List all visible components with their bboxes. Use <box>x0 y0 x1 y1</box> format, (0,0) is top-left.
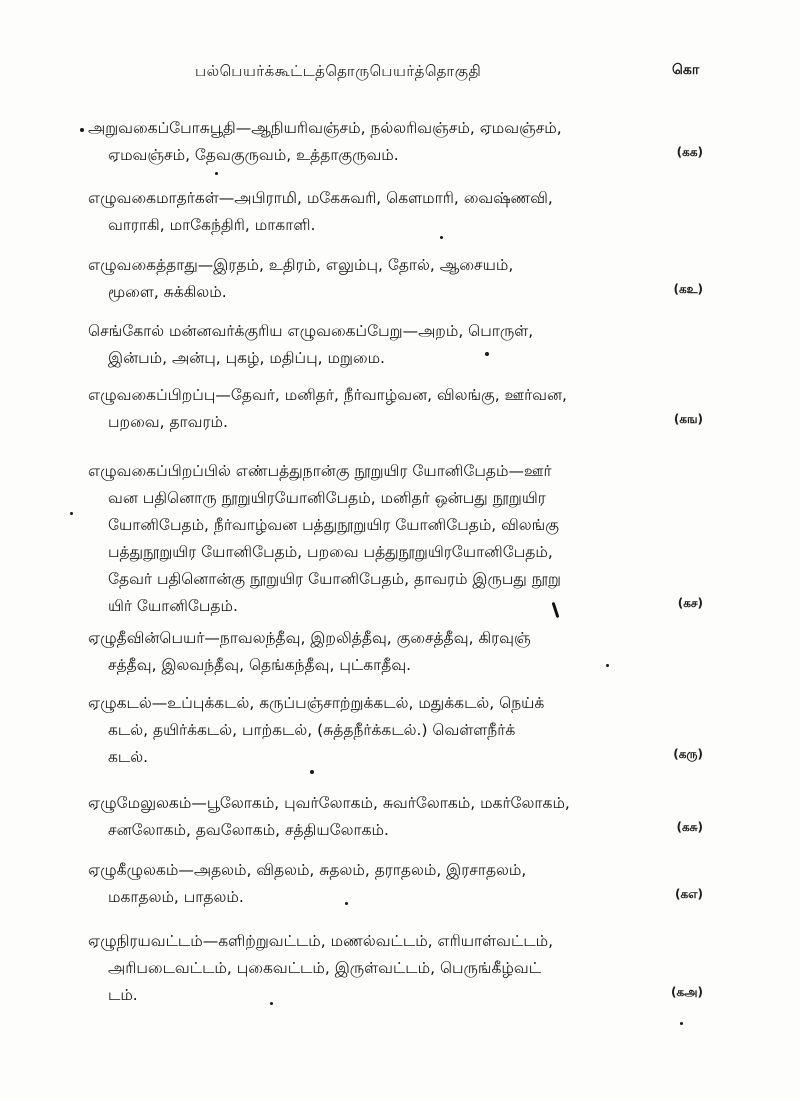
entry-9 <box>88 857 703 911</box>
entry-4 <box>88 382 703 436</box>
entry-line: கடல். <box>108 748 149 766</box>
entry-line: கடல், தயிர்க்கடல், பாற்கடல், (சுத்தநீர்க்கடல்.) வெள்ளநீர்க் <box>108 721 516 739</box>
entry-line: எழுவகைப்பிறப்பு—தேவர், மனிதர், நீர்வாழ்வன, விலங்கு, ஊர்வன, <box>88 386 567 404</box>
entry-line: சத்தீவு, இலவந்தீவு, தெங்கந்தீவு, புட்காதீவு. <box>108 656 412 674</box>
entry-line: ஏழுகடல்—உப்புக்கடல், கருப்பஞ்சாற்றுக்கடல், மதுக்கடல், நெய்க் <box>88 694 545 712</box>
entry-line: ஏழுதீவின்பெயர்—நாவலந்தீவு, இறலித்தீவு, குசைத்தீவு, கிரவுஞ் <box>88 629 531 647</box>
entry-reference: (கரு) <box>673 747 703 761</box>
scan-speck <box>606 664 609 667</box>
scan-speck <box>440 236 443 239</box>
entry-line: தேவர் பதினொன்கு நூறுயிர யோனிபேதம், தாவரம் இருபது நூறு <box>108 570 562 588</box>
entry-line: வாராகி, மாகேந்திரி, மாகாளி. <box>108 216 316 234</box>
entry-line: எழுவகைத்தாது—இரதம், உதிரம், எலும்பு, தோல், ஆசையம், <box>88 256 514 274</box>
page-number: கொ <box>672 62 700 78</box>
entry-line: மூளை, சுக்கிலம். <box>108 283 227 301</box>
scan-speck <box>215 172 218 175</box>
entry-line: சனலோகம், தவலோகம், சத்தியலோகம். <box>108 821 389 839</box>
entry-1 <box>88 185 703 239</box>
scan-speck <box>485 352 489 356</box>
entry-line: யோனிபேதம், நீர்வாழ்வன பத்துநூறுயிர யோனிபேதம், விலங்கு <box>108 516 559 534</box>
scan-speck <box>680 1022 683 1025</box>
scan-speck <box>310 770 314 774</box>
entry-5 <box>88 458 703 620</box>
entry-reference: (கக) <box>676 145 703 159</box>
entry-line: பறவை, தாவரம். <box>108 413 228 431</box>
scan-speck <box>345 902 348 905</box>
entry-line: இன்பம், அன்பு, புகழ், மதிப்பு, மறுமை. <box>108 349 385 367</box>
scan-speck <box>80 128 84 132</box>
entry-2 <box>88 252 703 306</box>
entry-reference: (கசு) <box>676 820 703 834</box>
entry-line: வன பதினொரு நூறுயிரயோனிபேதம், மனிதர் ஒன்பது நூறுயிர <box>108 489 546 507</box>
entry-8 <box>88 790 703 844</box>
running-header: பல்பெயர்க்கூட்டத்தொருபெயர்த்தொகுதி <box>195 62 482 80</box>
entry-line: எழுவகைப்பிறப்பில் எண்பத்துநான்கு நூறுயிர யோனிபேதம்—ஊர் <box>88 462 552 480</box>
entry-line: ஏழுநிரயவட்டம்—களிற்றுவட்டம், மணல்வட்டம், எரியாள்வட்டம், <box>88 932 554 950</box>
entry-reference: (கஅ) <box>671 985 703 999</box>
entry-reference: (கஎ) <box>674 887 703 901</box>
entry-7 <box>88 690 703 771</box>
entry-3 <box>88 318 703 372</box>
entry-reference: (கங) <box>673 412 703 426</box>
entry-line: மகாதலம், பாதலம். <box>108 888 244 906</box>
entry-6 <box>88 625 703 679</box>
entry-line: பத்துநூறுயிர யோனிபேதம், பறவை பத்துநூறுயிரயோனிபேதம், <box>108 543 553 561</box>
entry-reference: (கஉ) <box>673 282 703 296</box>
entry-line: டம். <box>108 986 138 1004</box>
entry-line: எழுவகைமாதர்கள்—அபிராமி, மகேசுவரி, கௌமாரி, வைஷ்ணவி, <box>88 189 553 207</box>
entry-0 <box>88 115 703 169</box>
entry-line: அறுவகைப்போசுபூதி—ஆநியரிவஞ்சம், நல்லரிவஞ்சம், ஏமவஞ்சம், <box>88 119 562 137</box>
entry-line: ஏழுமேலுலகம்—பூலோகம், புவர்லோகம், சுவர்லோகம், மகர்லோகம், <box>88 794 570 812</box>
entry-line: ஏழுகீழுலகம்—அதலம், விதலம், சுதலம், தராதலம், இரசாதலம், <box>88 861 527 879</box>
entry-line: செங்கோல் மன்னவர்க்குரிய எழுவகைப்பேறு—அறம், பொருள், <box>88 322 534 340</box>
entry-line: யிர் யோனிபேதம். <box>108 597 238 615</box>
entry-line: அரிபடைவட்டம், புகைவட்டம், இருள்வட்டம், பெருங்கீழ்வட் <box>108 959 542 977</box>
scan-speck <box>270 1002 273 1005</box>
entry-10 <box>88 928 703 1009</box>
scan-speck <box>70 512 73 515</box>
entry-reference: (கச) <box>677 596 703 610</box>
entry-line: ஏமவஞ்சம், தேவகுருவம், உத்தாகுருவம். <box>108 146 399 164</box>
